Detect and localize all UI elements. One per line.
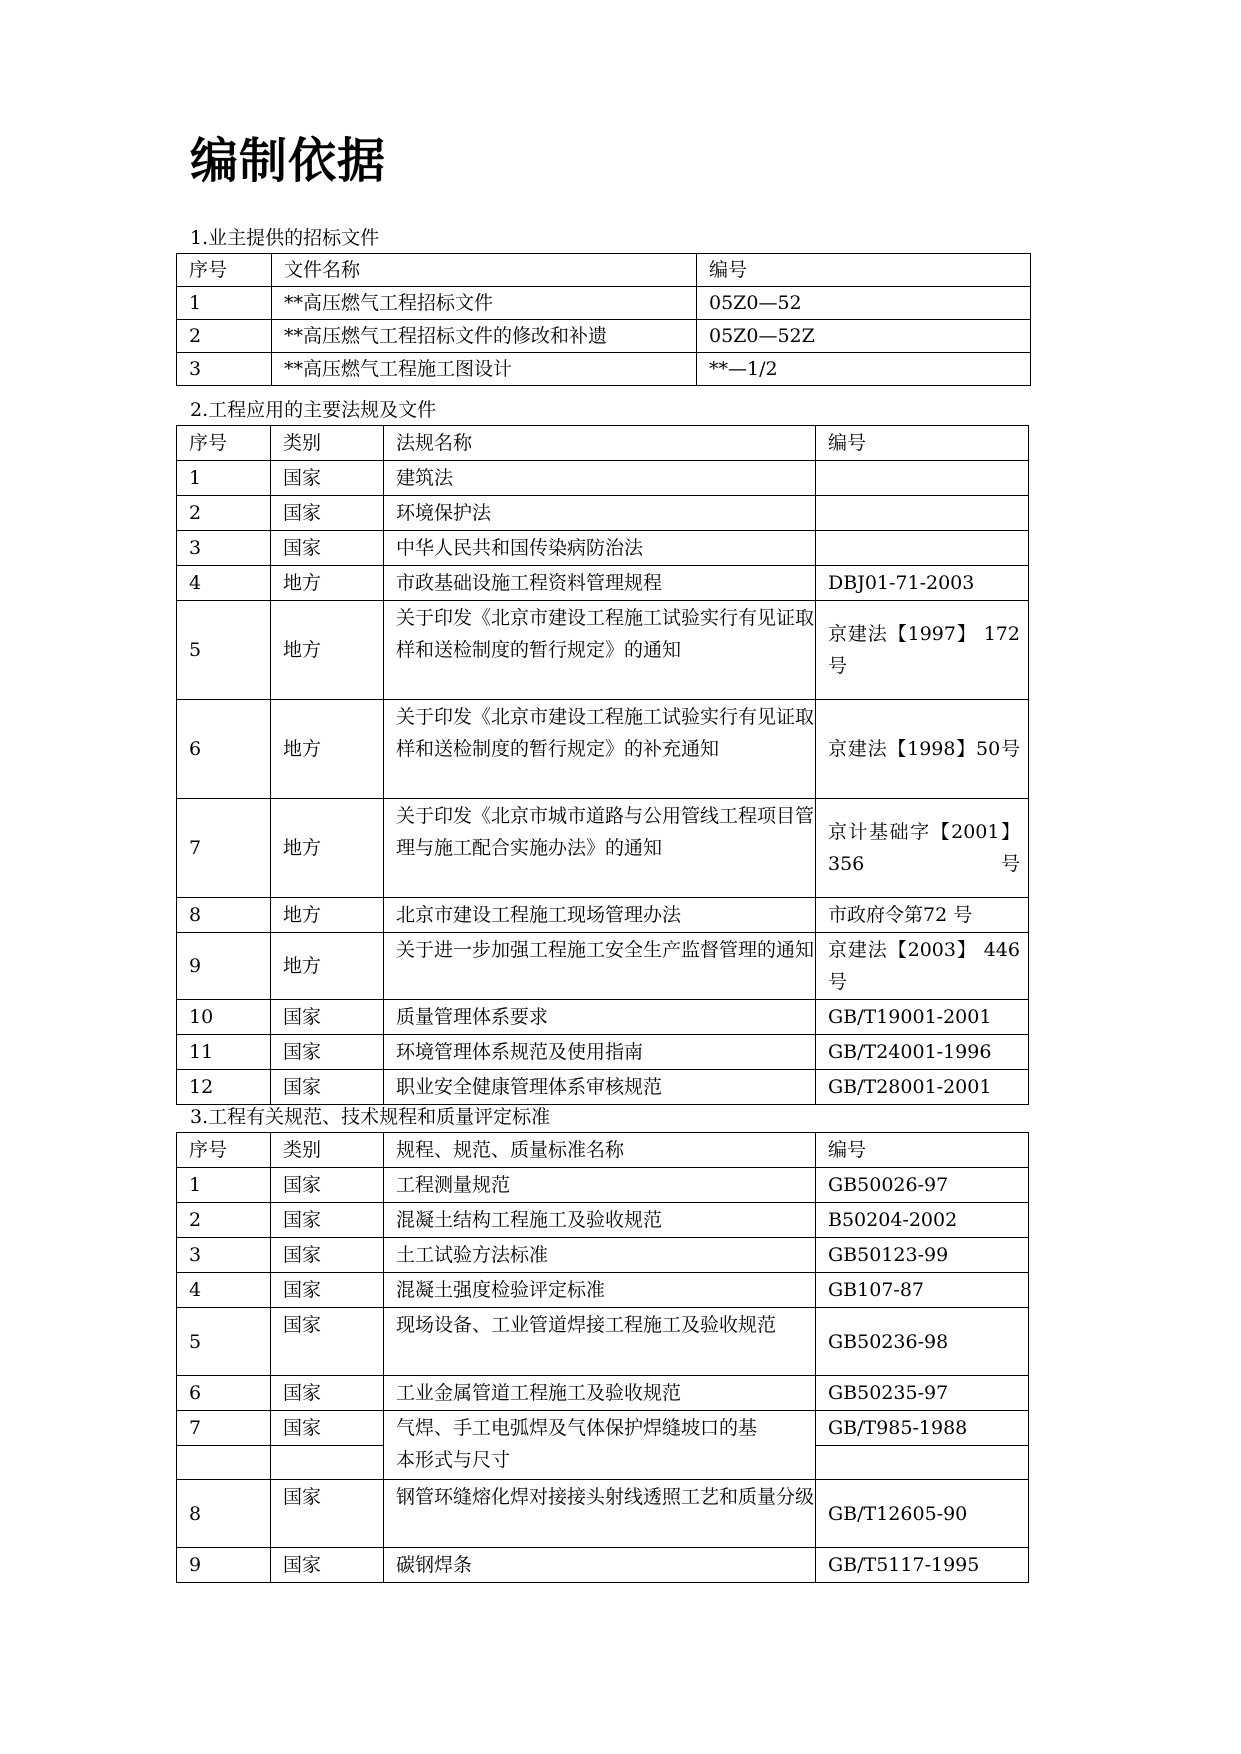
- seq-cell: 6: [177, 700, 271, 799]
- page-title: 编制依据: [190, 133, 387, 189]
- category-cell: 国家: [271, 1203, 384, 1238]
- section-1-heading: 1.业主提供的招标文件: [190, 227, 380, 249]
- table-header-row: [177, 1133, 1029, 1168]
- table-row: [177, 1308, 1029, 1376]
- category-cell: 地方: [271, 566, 384, 601]
- table-row: [177, 1035, 1029, 1070]
- table-row: [177, 1480, 1029, 1548]
- table-row: [177, 1000, 1029, 1035]
- table-row: [177, 1238, 1029, 1273]
- standard-code-cell: GB/T12605-90: [816, 1480, 1029, 1548]
- table-header-row: [177, 426, 1029, 461]
- header-cell: 类别: [271, 1133, 384, 1168]
- standard-name-cell: 碳钢焊条: [384, 1548, 816, 1583]
- regulation-name-cell: 关于印发《北京市建设工程施工试验实行有见证取样和送检制度的暂行规定》的补充通知: [384, 700, 816, 799]
- table-row: [177, 531, 1029, 566]
- category-cell: 地方: [271, 898, 384, 933]
- regulation-name-cell: 市政基础设施工程资料管理规程: [384, 566, 816, 601]
- regulations-table: [176, 425, 1029, 1105]
- seq-cell: 5: [177, 601, 271, 700]
- doc-name-cell: **高压燃气工程招标文件的修改和补遗: [272, 320, 697, 353]
- regulation-code-cell: GB/T19001-2001: [816, 1000, 1029, 1035]
- standard-name-cell: 工程测量规范: [384, 1168, 816, 1203]
- table-row: [177, 700, 1029, 799]
- header-cell: 文件名称: [272, 254, 697, 287]
- table-row: [177, 566, 1029, 601]
- table-row: [177, 1376, 1029, 1411]
- regulation-code-cell: GB/T24001-1996: [816, 1035, 1029, 1070]
- seq-cell: 1: [177, 287, 272, 320]
- standard-code-cell: GB107-87: [816, 1273, 1029, 1308]
- regulation-name-cell: 环境保护法: [384, 496, 816, 531]
- table-row: [177, 461, 1029, 496]
- standard-name-cell: 钢管环缝熔化焊对接接头射线透照工艺和质量分级: [384, 1480, 816, 1548]
- category-cell: 国家: [271, 1376, 384, 1411]
- empty-cell: [816, 1446, 1029, 1480]
- empty-cell: [271, 1446, 384, 1480]
- seq-cell: 3: [177, 353, 272, 386]
- seq-cell: 1: [177, 1168, 271, 1203]
- regulation-code-cell: 京计基础字【2001】356号: [816, 799, 1029, 898]
- standard-name-cell: 工业金属管道工程施工及验收规范: [384, 1376, 816, 1411]
- seq-cell: 10: [177, 1000, 271, 1035]
- header-cell: 序号: [177, 1133, 271, 1168]
- regulation-code-cell: 京建法【2003】 446号: [816, 933, 1029, 1000]
- table-row: [177, 1070, 1029, 1105]
- regulation-code-cell: [816, 496, 1029, 531]
- category-cell: 国家: [271, 1548, 384, 1583]
- category-cell: 国家: [271, 1238, 384, 1273]
- category-cell: 国家: [271, 1168, 384, 1203]
- regulation-name-cell: 关于印发《北京市建设工程施工试验实行有见证取样和送检制度的暂行规定》的通知: [384, 601, 816, 700]
- seq-cell: 2: [177, 496, 271, 531]
- category-cell: 国家: [271, 1070, 384, 1105]
- standard-code-cell: GB/T985-1988: [816, 1411, 1029, 1446]
- header-cell: 序号: [177, 426, 271, 461]
- seq-cell: 3: [177, 531, 271, 566]
- seq-cell: 7: [177, 799, 271, 898]
- category-cell: 国家: [271, 531, 384, 566]
- tender-documents-table: [176, 253, 1031, 386]
- category-cell: 国家: [271, 496, 384, 531]
- regulation-name-cell: 关于印发《北京市城市道路与公用管线工程项目管理与施工配合实施办法》的通知: [384, 799, 816, 898]
- category-cell: 国家: [271, 1273, 384, 1308]
- doc-code-cell: 05Z0—52Z: [697, 320, 1031, 353]
- table-row: [177, 933, 1029, 1000]
- header-cell: 编号: [816, 426, 1029, 461]
- header-cell: 编号: [697, 254, 1031, 287]
- header-cell: 序号: [177, 254, 272, 287]
- regulation-code-cell: [816, 461, 1029, 496]
- seq-cell: 11: [177, 1035, 271, 1070]
- doc-code-cell: **—1/2: [697, 353, 1031, 386]
- standard-name-cell: 气焊、手工电弧焊及气体保护焊缝坡口的基本形式与尺寸: [384, 1411, 816, 1480]
- standard-name-cell: 混凝土结构工程施工及验收规范: [384, 1203, 816, 1238]
- section-2-heading: 2.工程应用的主要法规及文件: [190, 399, 437, 421]
- standard-code-cell: B50204-2002: [816, 1203, 1029, 1238]
- doc-name-cell: **高压燃气工程招标文件: [272, 287, 697, 320]
- standard-code-cell: GB/T5117-1995: [816, 1548, 1029, 1583]
- seq-cell: 7: [177, 1411, 271, 1446]
- regulation-code-cell: 市政府令第72 号: [816, 898, 1029, 933]
- seq-cell: 2: [177, 1203, 271, 1238]
- category-cell: 国家: [271, 1480, 384, 1548]
- header-cell: 规程、规范、质量标准名称: [384, 1133, 816, 1168]
- section-3-heading: 3.工程有关规范、技术规程和质量评定标准: [190, 1106, 551, 1128]
- doc-name-cell: **高压燃气工程施工图设计: [272, 353, 697, 386]
- regulation-code-cell: [816, 531, 1029, 566]
- regulation-name-cell: 质量管理体系要求: [384, 1000, 816, 1035]
- seq-cell: 4: [177, 566, 271, 601]
- table-row: [177, 353, 1031, 386]
- category-cell: 国家: [271, 461, 384, 496]
- standards-table: [176, 1132, 1029, 1583]
- table-row: [177, 287, 1031, 320]
- regulation-name-cell: 环境管理体系规范及使用指南: [384, 1035, 816, 1070]
- seq-cell: 9: [177, 1548, 271, 1583]
- standard-name-cell: 现场设备、工业管道焊接工程施工及验收规范: [384, 1308, 816, 1376]
- seq-cell: 9: [177, 933, 271, 1000]
- table-row: [177, 1548, 1029, 1583]
- table-row: [177, 1411, 1029, 1446]
- table-row: [177, 799, 1029, 898]
- table-header-row: [177, 254, 1031, 287]
- category-cell: 地方: [271, 601, 384, 700]
- regulation-code-cell: 京建法【1997】 172号: [816, 601, 1029, 700]
- header-cell: 法规名称: [384, 426, 816, 461]
- standard-name-cell: 混凝土强度检验评定标准: [384, 1273, 816, 1308]
- seq-cell: 12: [177, 1070, 271, 1105]
- standard-code-cell: GB50123-99: [816, 1238, 1029, 1273]
- standard-name-cell: 土工试验方法标准: [384, 1238, 816, 1273]
- standard-code-cell: GB50236-98: [816, 1308, 1029, 1376]
- header-cell: 编号: [816, 1133, 1029, 1168]
- empty-cell: [177, 1446, 271, 1480]
- table-row: [177, 898, 1029, 933]
- table-row: [177, 320, 1031, 353]
- seq-cell: 8: [177, 898, 271, 933]
- category-cell: 地方: [271, 933, 384, 1000]
- seq-cell: 6: [177, 1376, 271, 1411]
- standard-code-cell: GB50026-97: [816, 1168, 1029, 1203]
- regulation-name-cell: 北京市建设工程施工现场管理办法: [384, 898, 816, 933]
- doc-code-cell: 05Z0—52: [697, 287, 1031, 320]
- table-row: [177, 1168, 1029, 1203]
- table-row: [177, 496, 1029, 531]
- table-row: [177, 1203, 1029, 1238]
- regulation-code-cell: DBJ01-71-2003: [816, 566, 1029, 601]
- seq-cell: 4: [177, 1273, 271, 1308]
- standard-code-cell: GB50235-97: [816, 1376, 1029, 1411]
- regulation-code-cell: GB/T28001-2001: [816, 1070, 1029, 1105]
- header-cell: 类别: [271, 426, 384, 461]
- category-cell: 国家: [271, 1035, 384, 1070]
- category-cell: 国家: [271, 1411, 384, 1446]
- regulation-name-cell: 职业安全健康管理体系审核规范: [384, 1070, 816, 1105]
- table-row: [177, 1273, 1029, 1308]
- seq-cell: 8: [177, 1480, 271, 1548]
- seq-cell: 3: [177, 1238, 271, 1273]
- regulation-code-cell: 京建法【1998】50号: [816, 700, 1029, 799]
- seq-cell: 2: [177, 320, 272, 353]
- category-cell: 地方: [271, 799, 384, 898]
- seq-cell: 5: [177, 1308, 271, 1376]
- category-cell: 国家: [271, 1308, 384, 1376]
- regulation-name-cell: 建筑法: [384, 461, 816, 496]
- regulation-name-cell: 中华人民共和国传染病防治法: [384, 531, 816, 566]
- category-cell: 国家: [271, 1000, 384, 1035]
- seq-cell: 1: [177, 461, 271, 496]
- table-row: [177, 601, 1029, 700]
- category-cell: 地方: [271, 700, 384, 799]
- regulation-name-cell: 关于进一步加强工程施工安全生产监督管理的通知: [384, 933, 816, 1000]
